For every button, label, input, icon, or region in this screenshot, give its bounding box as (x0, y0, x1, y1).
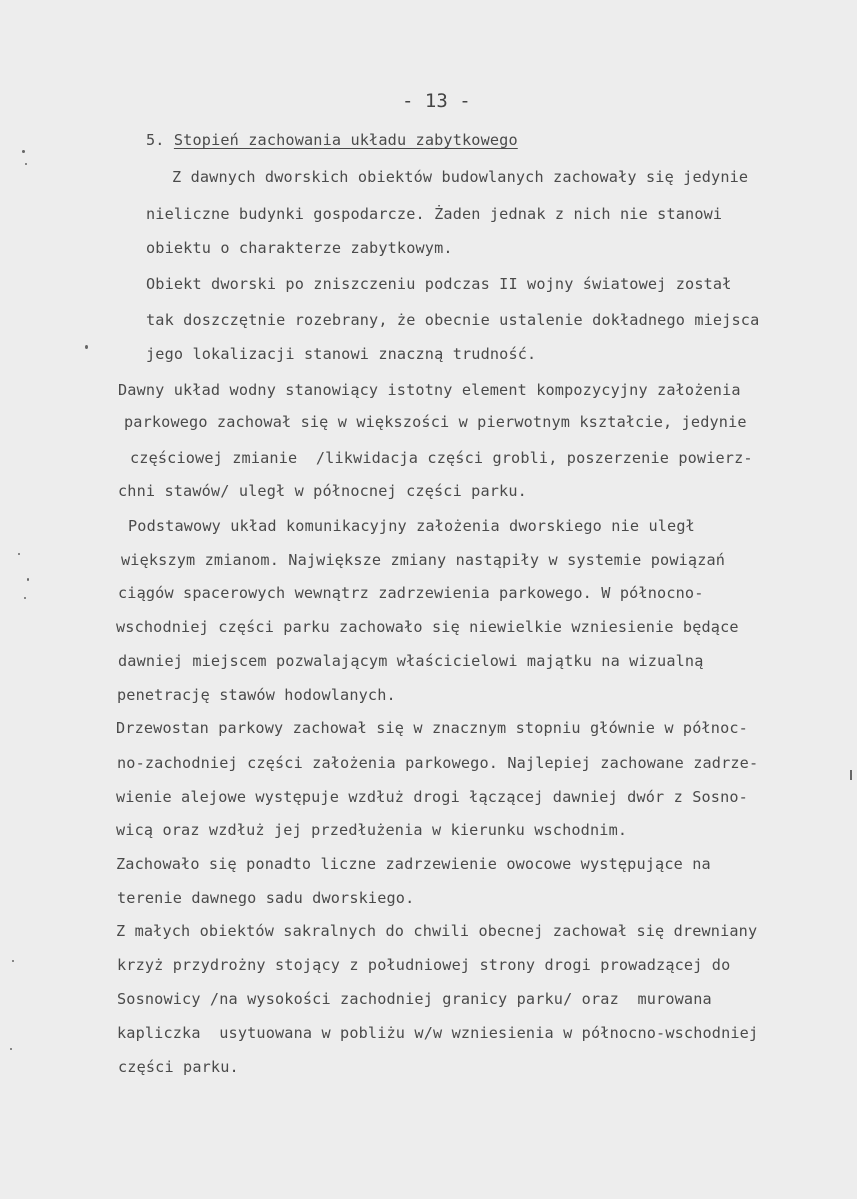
body-line: wienie alejowe występuje wzdłuż drogi łączącej dawniej dwór z Sosno- (116, 788, 748, 806)
body-line: większym zmianom. Największe zmiany nastąpiły w systemie powiązań (121, 551, 726, 569)
body-line: kapliczka usytuowana w pobliżu w/w wzniesienia w północno-wschodniej (117, 1024, 759, 1042)
body-line: Z dawnych dworskich obiektów budowlanych zachowały się jedynie (172, 168, 749, 186)
body-line: tak doszczętnie rozebrany, że obecnie ustalenie dokładnego miejsca (146, 311, 760, 329)
section-number: 5. (146, 131, 165, 149)
body-line: ciągów spacerowych wewnątrz zadrzewienia parkowego. W północno- (118, 584, 704, 602)
body-line: nieliczne budynki gospodarcze. Żaden jednak z nich nie stanowi (146, 205, 723, 223)
body-line: Podstawowy układ komunikacyjny założenia dworskiego nie uległ (128, 517, 695, 535)
scan-speck (24, 597, 26, 599)
section-heading (146, 133, 518, 148)
body-line: wicą oraz wzdłuż jej przedłużenia w kierunku wschodnim. (116, 821, 628, 839)
section-title: Stopień zachowania układu zabytkowego (173, 131, 518, 149)
body-line: Dawny układ wodny stanowiący istotny element kompozycyjny założenia (118, 381, 741, 399)
scan-speck (12, 960, 14, 962)
body-line: krzyż przydrożny stojący z południowej strony drogi prowadzącej do (117, 956, 731, 974)
body-line: Obiekt dworski po zniszczeniu podczas II wojny światowej został (146, 275, 732, 293)
body-line: dawniej miejscem pozwalającym właścicielowi majątku na wizualną (118, 652, 704, 670)
scan-speck (10, 1048, 12, 1050)
body-line: Zachowało się ponadto liczne zadrzewienie owocowe występujące na (116, 855, 711, 873)
body-line: parkowego zachował się w większości w pierwotnym kształcie, jedynie (124, 413, 747, 431)
scan-speck (85, 345, 88, 349)
body-line: części parku. (118, 1058, 239, 1076)
body-line: chni stawów/ uległ w północnej części parku. (118, 482, 527, 500)
body-line: Sosnowicy /na wysokości zachodniej granicy parku/ oraz murowana (117, 990, 712, 1008)
scan-speck (22, 150, 25, 153)
scan-speck (850, 770, 852, 780)
body-line: jego lokalizacji stanowi znaczną trudność. (146, 345, 537, 363)
scan-speck (27, 578, 29, 581)
body-line: terenie dawnego sadu dworskiego. (117, 889, 415, 907)
body-line: Drzewostan parkowy zachował się w znacznym stopniu głównie w północ- (116, 719, 748, 737)
scan-speck (18, 553, 20, 555)
body-line: penetrację stawów hodowlanych. (117, 686, 396, 704)
body-line: Z małych obiektów sakralnych do chwili obecnej zachował się drewniany (116, 922, 758, 940)
page-number: - 13 - (402, 90, 471, 112)
scan-speck (25, 163, 27, 165)
body-line: częściowej zmianie /likwidacja części grobli, poszerzenie powierz- (130, 449, 753, 467)
body-line: obiektu o charakterze zabytkowym. (146, 239, 453, 257)
body-line: wschodniej części parku zachowało się niewielkie wzniesienie będące (116, 618, 739, 636)
body-line: no-zachodniej części założenia parkowego. Najlepiej zachowane zadrze- (117, 754, 759, 772)
